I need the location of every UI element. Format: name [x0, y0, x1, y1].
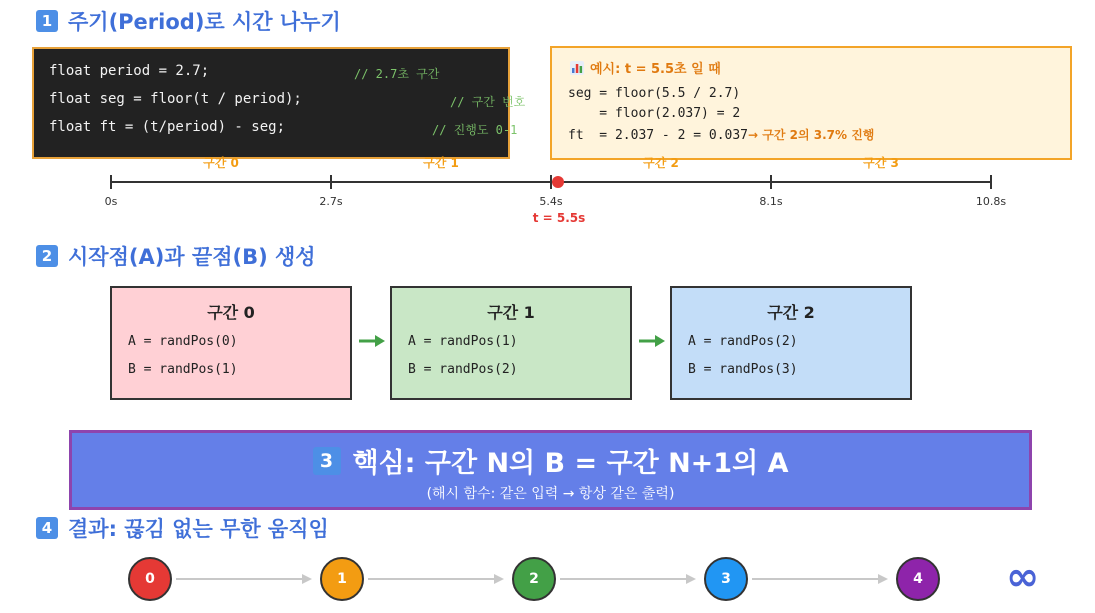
code-comment-1: // 2.7초 구간: [354, 67, 440, 81]
core-title-text: 핵심: 구간 N의 B = 구간 N+1의 A: [352, 448, 789, 479]
example-line-1: seg = floor(5.5 / 2.7): [568, 86, 741, 101]
example-line-2: = floor(2.037) = 2: [568, 106, 741, 121]
timeline-segment-label: 구간 2: [643, 156, 679, 170]
timeline-tick: [770, 175, 772, 189]
segment-box-b: B = randPos(3): [688, 362, 798, 377]
number-badge-3: 3: [313, 447, 341, 475]
timeline-tick: [990, 175, 992, 189]
code-block: [32, 47, 526, 159]
bar-chart-icon: [570, 61, 584, 75]
section2-title: 시작점(A)과 끝점(B) 생성: [68, 245, 316, 269]
example-title: [570, 58, 721, 77]
section1-heading: [36, 6, 341, 36]
code-line-3: float ft = (t/period) - seg;: [49, 119, 286, 135]
timeline-tick-label: 10.8s: [975, 195, 1007, 208]
example-title-text: 예시: t = 5.5초 일 때: [590, 62, 721, 77]
timeline-tick: [110, 175, 112, 189]
node-label: 0: [145, 571, 155, 587]
code-comment-3: // 진행도 0-1: [432, 123, 518, 137]
node-label: 4: [913, 571, 923, 587]
example-line-3-note: → 구간 2의 3.7% 진행: [748, 128, 875, 142]
segment-box-a: A = randPos(2): [688, 334, 798, 349]
segment-box-a: A = randPos(0): [128, 334, 238, 349]
segment-box-title: 구간 1: [487, 303, 535, 322]
node-3: [704, 557, 748, 601]
code-line-1: float period = 2.7;: [49, 63, 210, 79]
connector-arrow-icon: [750, 570, 892, 588]
segment-box-title: 구간 0: [207, 303, 255, 322]
node-1: [320, 557, 364, 601]
timeline-tick-label: 2.7s: [319, 195, 343, 208]
connector-arrow-icon: [558, 570, 700, 588]
timeline-tick-label: 0s: [104, 195, 118, 208]
segment-box-2: [670, 286, 912, 400]
section4-title: 결과: 끊김 없는 무한 움직임: [68, 517, 329, 541]
time-marker: [552, 176, 564, 188]
core-title: [72, 441, 1029, 480]
core-subtitle: (해시 함수: 같은 입력 → 항상 같은 출력): [426, 486, 675, 502]
arrow-right-icon: [637, 333, 667, 349]
segment-box-1: [390, 286, 632, 400]
timeline-tick: [330, 175, 332, 189]
section1-title: 주기(Period)로 시간 나누기: [68, 10, 341, 34]
segment-box-b: B = randPos(1): [128, 362, 238, 377]
arrow-right-icon: [357, 333, 387, 349]
section4-heading: [36, 513, 329, 543]
node-2: [512, 557, 556, 601]
code-comment-2: // 구간 번호: [450, 95, 526, 109]
number-badge-2: 2: [36, 245, 58, 267]
connector-arrow-icon: [174, 570, 316, 588]
number-badge-1: 1: [36, 10, 58, 32]
code-line-2: float seg = floor(t / period);: [49, 91, 302, 107]
timeline-tick-label: 8.1s: [759, 195, 783, 208]
connector-arrow-icon: [366, 570, 508, 588]
node-label: 3: [721, 571, 731, 587]
timeline-segment-label: 구간 1: [423, 156, 459, 170]
time-marker-label: t = 5.5s: [532, 211, 586, 225]
section2-heading: [36, 241, 316, 271]
segment-box-0: [110, 286, 352, 400]
example-box: [550, 46, 1072, 160]
node-label: 2: [529, 571, 539, 587]
node-label: 1: [337, 571, 347, 587]
timeline-segment-label: 구간 0: [203, 156, 239, 170]
node-0: [128, 557, 172, 601]
timeline-segment-label: 구간 3: [863, 156, 899, 170]
timeline-tick-label: 5.4s: [539, 195, 563, 208]
number-badge-4: 4: [36, 517, 58, 539]
segment-box-b: B = randPos(2): [408, 362, 518, 377]
example-line-3: [568, 126, 874, 143]
infinity-icon: ∞: [1006, 554, 1040, 600]
example-line-3-code: ft = 2.037 - 2 = 0.037: [568, 128, 749, 143]
node-4: [896, 557, 940, 601]
core-box: [69, 430, 1032, 510]
segment-box-a: A = randPos(1): [408, 334, 518, 349]
segment-box-title: 구간 2: [767, 303, 815, 322]
